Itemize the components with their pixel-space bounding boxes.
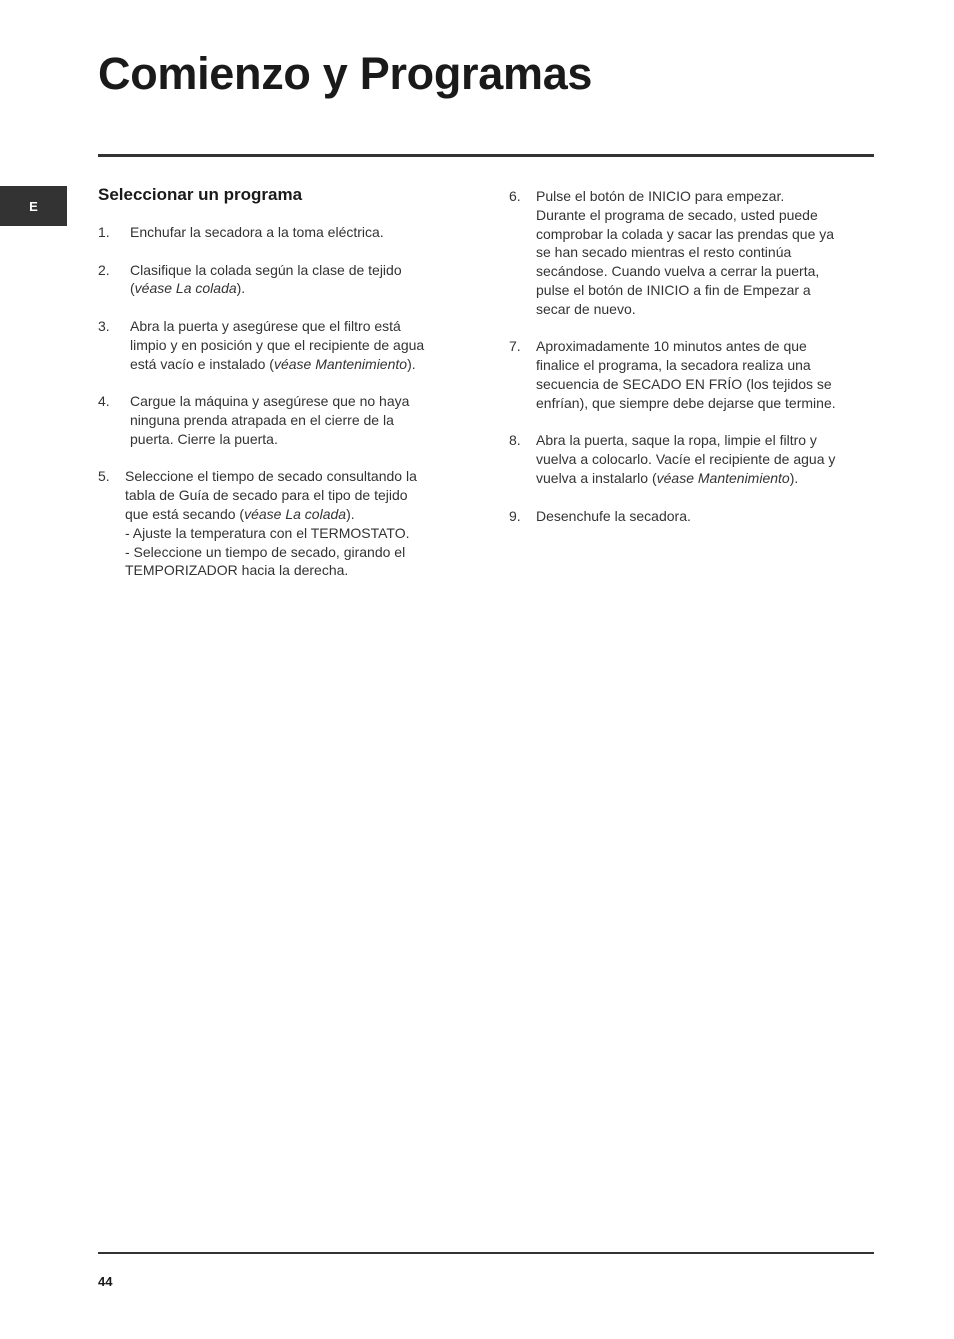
step-6: 6. Pulse el botón de INICIO para empezar. Durante el programa de secado, usted puede comprobar la colada y sacar las prendas que ya se han secado mientras el resto continúa secándose. Cuando vuelva a cerrar la puerta, pulse el botón de INICIO a fin de Empezar a secar de nuevo. xyxy=(509,188,835,317)
right-column xyxy=(509,187,869,544)
step-9: 9. Desenchufe la secadora. xyxy=(509,507,691,524)
reference-link: véase Mantenimiento xyxy=(656,469,790,486)
step-2: 2. Clasifique la colada según la clase de tejido (véase La colada). xyxy=(98,261,402,297)
section-heading: Seleccionar un programa xyxy=(98,185,303,204)
language-tab: E xyxy=(0,186,67,226)
page-title: Comienzo y Programas xyxy=(98,48,593,99)
step-1: 1. Enchufar la secadora a la toma eléctrica. xyxy=(98,224,384,240)
reference-link: véase Mantenimiento xyxy=(273,355,408,372)
step-5: 5. Seleccione el tiempo de secado consultando la tabla de Guía de secado para el tipo de tejido que está secando (véase La colada). - Ajuste la temperatura con el TERMOSTATO. - Seleccione un tiempo de secado, girando el TEMPORIZADOR hacia la derecha. xyxy=(98,468,417,579)
reference-link: véase La colada xyxy=(244,505,347,522)
title-divider xyxy=(98,154,874,157)
page-number: 44 xyxy=(98,1274,113,1289)
step-7: 7. Aproximadamente 10 minutos antes de que finalice el programa, la secadora realiza una secuencia de SECADO EN FRÍO (los tejidos se enfrían), que siempre debe dejarse que termine. xyxy=(509,338,836,411)
reference-link: véase La colada xyxy=(134,280,237,297)
left-column xyxy=(98,184,458,599)
step-3: 3. Abra la puerta y asegúrese que el filtro está limpio y en posición y que el recipiente de agua está vacío e instalado (véase Mantenimiento). xyxy=(98,317,425,372)
step-8: 8. Abra la puerta, saque la ropa, limpie el filtro y vuelva a colocarlo. Vacíe el recipiente de agua y vuelva a instalarlo (véase Mantenimiento). xyxy=(509,432,836,486)
footer-divider xyxy=(98,1252,874,1254)
step-4: 4. Cargue la máquina y asegúrese que no haya ninguna prenda atrapada en el cierre de la puerta. Cierre la puerta. xyxy=(98,393,410,447)
